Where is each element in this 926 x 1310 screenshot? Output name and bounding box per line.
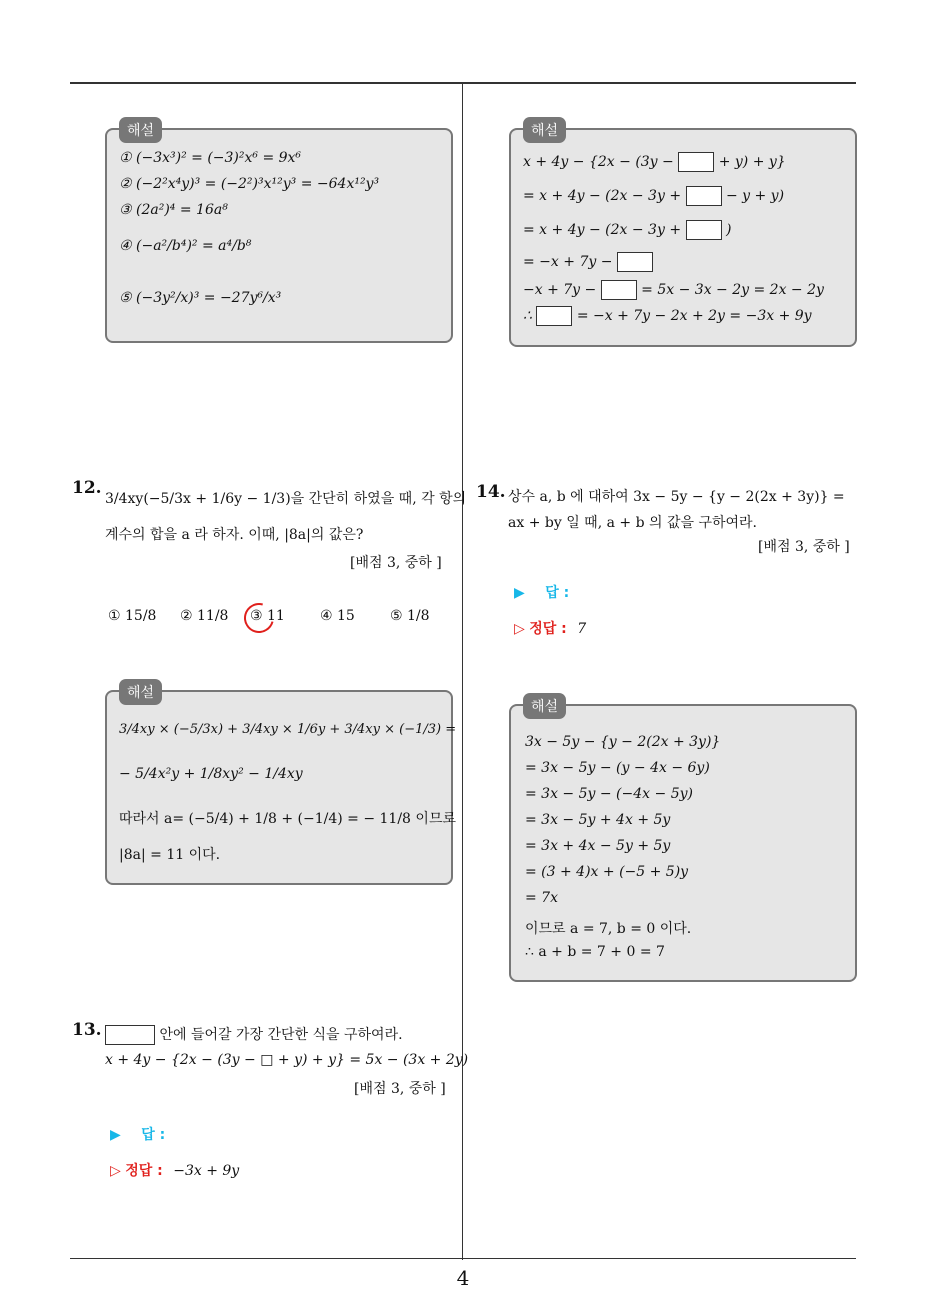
outline-arrow-icon: ▷ — [110, 1163, 121, 1179]
question-13-points: [배점 3, 중하 ] — [354, 1081, 446, 1097]
explanation-line: = (3 + 4)x + (−5 + 5)y — [525, 864, 689, 880]
explanation-line: 이므로 a = 7, b = 0 이다. — [525, 921, 692, 937]
play-icon: ▶ — [110, 1127, 121, 1143]
explanation-line: = −x + 7y − — [523, 252, 653, 272]
explanation-line: x + 4y − {2x − (3y − + y) + y} — [523, 154, 786, 170]
answer-label: 답 : — [545, 585, 570, 601]
explanation-line: = 3x − 5y − (−4x − 5y) — [525, 786, 693, 802]
correct-label: 정답 : — [529, 621, 567, 637]
explanation-line: ③ (2a²)⁴ = 16a⁸ — [119, 202, 228, 218]
choice-2[interactable]: ② 11/8 — [180, 608, 229, 624]
explanation-box-right-1 — [509, 123, 857, 347]
question-13-text-line2: x + 4y − {2x − (3y − □ + y) + y} = 5x − (3x + 2y) — [105, 1052, 469, 1068]
correct-value: −3x + 9y — [173, 1163, 240, 1179]
choice-3[interactable]: ③ 11 — [250, 608, 285, 624]
explanation-line: |8a| = 11 이다. — [119, 847, 221, 863]
explanation-line: ④ (−a²/b⁴)² = a⁴/b⁸ — [119, 238, 252, 254]
answer-blank — [105, 1025, 155, 1045]
explanation-box-right-2 — [509, 699, 857, 982]
explanation-tag: 해설 — [119, 679, 162, 705]
blank-box — [686, 220, 722, 240]
explanation-line: 3/4xy × (−5/3x) + 3/4xy × 1/6y + 3/4xy × (−1/3) = — [119, 722, 457, 737]
question-14-number: 14. — [476, 482, 506, 502]
bottom-rule — [70, 1258, 856, 1259]
explanation-line: ∴ = −x + 7y − 2x + 2y = −3x + 9y — [523, 308, 812, 324]
explanation-line: 따라서 a= (−5/4) + 1/8 + (−1/4) = − 11/8 이므로 — [119, 811, 456, 827]
question-14-text-line2: ax + by 일 때, a + b 의 값을 구하여라. — [508, 515, 758, 531]
blank-box — [686, 186, 722, 206]
blank-box — [617, 252, 653, 272]
question-13-prompt: 안에 들어갈 가장 간단한 식을 구하여라. — [159, 1027, 403, 1043]
explanation-line: = 7x — [525, 890, 558, 906]
question-14-points: [배점 3, 중하 ] — [758, 539, 850, 555]
question-12-points: [배점 3, 중하 ] — [350, 555, 442, 571]
question-14-answer-row — [514, 582, 569, 602]
blank-box — [536, 306, 572, 326]
choice-1[interactable]: ① 15/8 — [108, 608, 157, 624]
explanation-line: = 3x + 4x − 5y + 5y — [525, 838, 671, 854]
explanation-box-left-1 — [105, 123, 453, 343]
blank-box — [601, 280, 637, 300]
explanation-line: 3x − 5y − {y − 2(2x + 3y)} — [525, 734, 721, 750]
question-13-correct-row — [110, 1160, 239, 1180]
correct-label: 정답 : — [125, 1163, 163, 1179]
column-divider — [462, 84, 463, 1260]
page-number: 4 — [456, 1266, 470, 1290]
explanation-line: = x + 4y − (2x − 3y + − y + y) — [523, 188, 785, 204]
explanation-line: ② (−2²x⁴y)³ = (−2²)³x¹²y³ = −64x¹²y³ — [119, 176, 380, 192]
explanation-tag: 해설 — [523, 117, 566, 143]
explanation-tag: 해설 — [119, 117, 162, 143]
explanation-line: −x + 7y − = 5x − 3x − 2y = 2x − 2y — [523, 282, 824, 298]
answer-label: 답 : — [141, 1127, 166, 1143]
explanation-line: ∴ a + b = 7 + 0 = 7 — [525, 944, 665, 960]
question-13-text-line1 — [105, 1024, 403, 1045]
explanation-line: = x + 4y − (2x − 3y + ) — [523, 222, 732, 238]
explanation-box-left-2 — [105, 685, 457, 885]
choice-4[interactable]: ④ 15 — [320, 608, 355, 624]
question-12-number: 12. — [72, 478, 102, 498]
explanation-line: ⑤ (−3y²/x)³ = −27y⁶/x³ — [119, 290, 282, 306]
question-12-text-line1: 3/4xy(−5/3x + 1/6y − 1/3)을 간단히 하였을 때, 각 항의 — [105, 491, 467, 507]
choice-5[interactable]: ⑤ 1/8 — [390, 608, 430, 624]
question-14-text-line1: 상수 a, b 에 대하여 3x − 5y − {y − 2(2x + 3y)} = — [508, 489, 845, 505]
explanation-line: = 3x − 5y + 4x + 5y — [525, 812, 671, 828]
question-13-number: 13. — [72, 1020, 102, 1040]
explanation-tag: 해설 — [523, 693, 566, 719]
outline-arrow-icon: ▷ — [514, 621, 525, 637]
correct-value: 7 — [577, 621, 587, 637]
explanation-line: − 5/4x²y + 1/8xy² − 1/4xy — [119, 766, 303, 782]
question-14-correct-row — [514, 618, 586, 638]
blank-box — [678, 152, 714, 172]
question-13-answer-row — [110, 1124, 165, 1144]
explanation-line: ① (−3x³)² = (−3)²x⁶ = 9x⁶ — [119, 150, 302, 166]
top-rule — [70, 82, 856, 84]
play-icon: ▶ — [514, 585, 525, 601]
explanation-line: = 3x − 5y − (y − 4x − 6y) — [525, 760, 710, 776]
question-12-text-line2: 계수의 합을 a 라 하자. 이때, |8a|의 값은? — [105, 527, 364, 543]
